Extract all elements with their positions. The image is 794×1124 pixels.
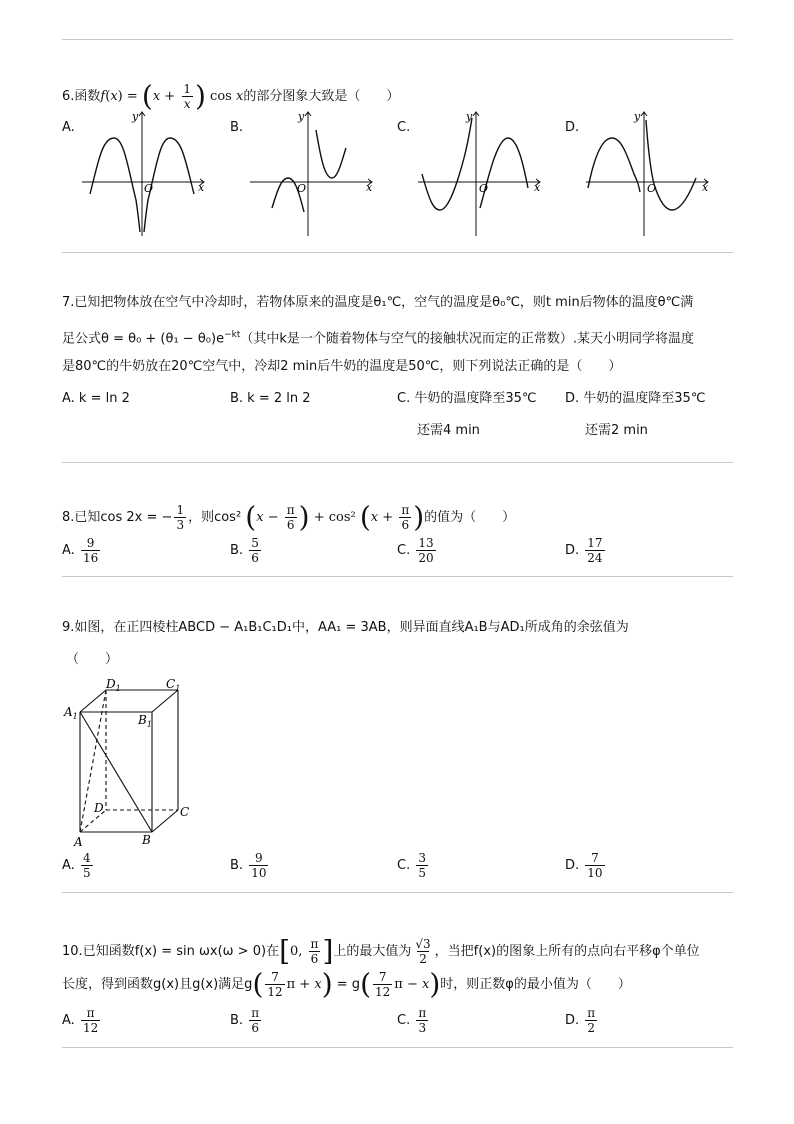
divider-top: [62, 39, 733, 40]
q10-a-den: 12: [82, 1021, 99, 1035]
q8-option-a[interactable]: [62, 536, 102, 565]
q7-number: 7.: [62, 295, 75, 310]
q7-line2-post: （其中k是一个随着物体与空气的接触状况而定的正常数）.某天小明同学将温度: [240, 331, 695, 347]
svg-text:A1: [63, 705, 78, 721]
q9-sub-d1: 1: [115, 684, 121, 693]
q9-stem-text: 如图，在正四棱柱ABCD − A₁B₁C₁D₁中，AA₁ = 3AB，则异面直线A₁B与AD₁所成角的余弦值为: [74, 620, 629, 635]
q8-d-label: D.: [565, 543, 580, 558]
q7-option-d[interactable]: D. 牛奶的温度降至35℃: [565, 391, 706, 406]
q8-d-num: 17: [587, 536, 603, 550]
q6-graph-d: [584, 108, 714, 238]
q9-sub-a1: 1: [72, 712, 78, 721]
q6-b-y-label: y: [298, 110, 305, 123]
q7-line2-pre: 足公式θ = θ₀ + (θ₁ − θ₀)e: [62, 331, 225, 347]
q8-post: 的值为（ ）: [424, 510, 516, 525]
q8-a-label: A.: [62, 543, 75, 558]
q10-d-num: π: [587, 1006, 596, 1020]
q9-c-num: 3: [418, 851, 426, 865]
q6-option-c[interactable]: C.: [397, 120, 411, 135]
q6-c-x-label: x: [534, 181, 541, 194]
q10-c-label: C.: [397, 1013, 411, 1028]
q10-line2: 长度，得到函数g(x)且g(x)满足g( $\frac{7}{12}$ π + x) = g( $\frac{7}{12}$ π − x)时，则正数φ的最小值为（ ）: [62, 967, 631, 1001]
q9-c-label: C.: [397, 858, 411, 873]
q7-line2-sup: −kt: [224, 330, 241, 340]
q8-b-num: 5: [251, 536, 259, 550]
q9-label-b: B: [142, 833, 151, 847]
q7-option-c-cont: 还需4 min: [417, 423, 480, 438]
q10-p2: 上的最大值为: [333, 944, 412, 959]
q9-option-c[interactable]: [397, 851, 430, 880]
q6-option-a[interactable]: A.: [62, 120, 75, 135]
q8-option-b[interactable]: [230, 536, 263, 565]
q6-c-origin: O: [479, 182, 489, 195]
q10-option-a[interactable]: [62, 1006, 102, 1035]
q10-option-c[interactable]: [397, 1006, 430, 1035]
q9-d-num: 7: [591, 851, 599, 865]
q7-option-a[interactable]: A. k = ln 2: [62, 391, 130, 406]
q8-d-den: 24: [587, 551, 603, 565]
q8-given-num: 1: [176, 503, 185, 517]
q10-line2-pre: 长度，得到函数g(x)且g(x)满足g: [62, 977, 253, 992]
q8-c-den: 20: [418, 551, 434, 565]
q10-p1: 已知函数f(x) = sin ωx(ω > 0)在: [82, 944, 280, 959]
q8-c-label: C.: [397, 543, 411, 558]
q7-line1: [62, 293, 693, 313]
q10-line2-post: 时，则正数φ的最小值为（ ）: [440, 977, 631, 992]
q10-a-num: π: [86, 1006, 95, 1020]
q6-option-b[interactable]: B.: [230, 120, 244, 135]
divider-q8: [62, 576, 733, 577]
q9-sub-c1: 1: [175, 684, 181, 693]
q7-line3: 是80℃的牛奶放在20℃空气中，冷却2 min后牛奶的温度是50℃，则下列说法正确的是（ ）: [62, 359, 622, 374]
q9-label-c: C: [180, 805, 190, 819]
q8-pre: 已知cos 2x = −: [74, 510, 173, 525]
q10-option-d[interactable]: [565, 1006, 599, 1035]
q7-option-d-cont: 还需2 min: [585, 423, 648, 438]
q6-d-origin: O: [647, 182, 657, 195]
q9-b-label: B.: [230, 858, 244, 873]
q9-a-den: 5: [82, 866, 91, 880]
q6-graph-a: [80, 108, 210, 238]
svg-text:C1: [166, 677, 180, 693]
q6-a-origin: O: [144, 182, 154, 195]
q6-d-y-label: y: [634, 110, 641, 123]
q8-number: 8.: [62, 510, 75, 525]
q8-option-c[interactable]: [397, 536, 438, 565]
q6-stem-pre: 函数: [74, 89, 101, 104]
q6-option-d[interactable]: D.: [565, 120, 580, 135]
q10-number: 10.: [62, 944, 83, 959]
svg-text:D1: [105, 677, 121, 693]
q7-line2: [62, 325, 694, 349]
q10-p3: ，当把f(x)的图象上所有的点向右平移φ个单位: [434, 944, 700, 959]
q6-d-x-label: x: [702, 181, 709, 194]
q6-b-origin: O: [297, 182, 307, 195]
q10-c-den: 3: [418, 1021, 427, 1035]
q8-b-den: 6: [251, 551, 259, 565]
q10-option-b[interactable]: [230, 1006, 263, 1035]
q7-option-b[interactable]: B. k = 2 ln 2: [230, 391, 311, 406]
q9-d-den: 10: [587, 866, 603, 880]
q10-line2-mid: = g: [332, 977, 361, 992]
q6-a-y-label: y: [132, 110, 139, 123]
q9-sub-b1: 1: [146, 720, 152, 729]
q9-label-d: D: [94, 801, 104, 815]
q8-stem: 8.已知cos 2x = − $\frac{1}{3}$ ，则cos² (x − $\frac{\pi}{6}$ ) + cos² (x + $\frac{\pi}{6}$ )的值为（ ）: [62, 500, 516, 534]
divider-q9: [62, 892, 733, 893]
q8-a-num: 9: [86, 536, 95, 550]
q9-number: 9.: [62, 620, 75, 635]
q10-a-label: A.: [62, 1013, 75, 1028]
q6-a-x-label: x: [198, 181, 205, 194]
q6-graph-b: [248, 108, 378, 238]
q10-b-den: 6: [251, 1021, 259, 1035]
q9-a-num: 4: [82, 851, 91, 865]
q8-mid: ，则cos²: [188, 510, 246, 525]
q9-paren: （ ）: [66, 652, 119, 667]
q9-option-a[interactable]: [62, 851, 95, 880]
q10-d-label: D.: [565, 1013, 580, 1028]
q9-label-a: A: [74, 835, 83, 849]
q9-label-d1: D: [106, 677, 116, 691]
q7-line1-text: 已知把物体放在空气中冷却时，若物体原来的温度是θ₁℃，空气的温度是θ₀℃，则t min后物体的温度θ℃满: [74, 295, 694, 310]
q8-b-label: B.: [230, 543, 244, 558]
q9-d-label: D.: [565, 858, 580, 873]
q9-option-b[interactable]: [230, 851, 270, 880]
q9-label-b1: B: [138, 713, 147, 727]
q9-prism-figure: [60, 674, 200, 850]
divider-q10: [62, 1047, 733, 1048]
q6-c-y-label: y: [466, 110, 473, 123]
q9-c-den: 5: [418, 866, 426, 880]
q10-b-num: π: [251, 1006, 260, 1020]
q9-b-num: 9: [255, 851, 263, 865]
q6-b-x-label: x: [366, 181, 373, 194]
q7-option-c[interactable]: C. 牛奶的温度降至35℃: [397, 391, 537, 406]
q9-label-c1: C: [166, 677, 176, 691]
q8-given-den: 3: [176, 518, 185, 532]
q9-option-d[interactable]: [565, 851, 607, 880]
q9-b-den: 10: [251, 866, 267, 880]
q8-a-den: 16: [82, 551, 99, 565]
q8-option-d[interactable]: [565, 536, 607, 565]
q8-c-num: 13: [418, 536, 434, 550]
q9-stem: [62, 618, 629, 638]
q9-a-label: A.: [62, 858, 75, 873]
q6-number: 6.: [62, 89, 75, 104]
q6-graph-c: [416, 108, 546, 238]
q6-stem-post: 的部分图象大致是（ ）: [243, 89, 400, 104]
q6-stem: 6.函数f(x) = (x + $\frac{1}{x}$ ) cos x的部分图象大致是（ ）: [62, 79, 400, 113]
q10-c-num: π: [418, 1006, 427, 1020]
q10-b-label: B.: [230, 1013, 244, 1028]
divider-q6: [62, 252, 733, 253]
q9-label-a1: A: [64, 705, 73, 719]
svg-text:B1: [137, 713, 152, 729]
q10-line1: 10.已知函数f(x) = sin ωx(ω > 0)在[0, $\frac{\pi}{6}$ ]上的最大值为 $\frac{√3}{2}$ ，当把f(x)的图象上所有的点向右平移φ个单位: [62, 934, 700, 968]
q10-d-den: 2: [587, 1021, 596, 1035]
divider-q7: [62, 462, 733, 463]
